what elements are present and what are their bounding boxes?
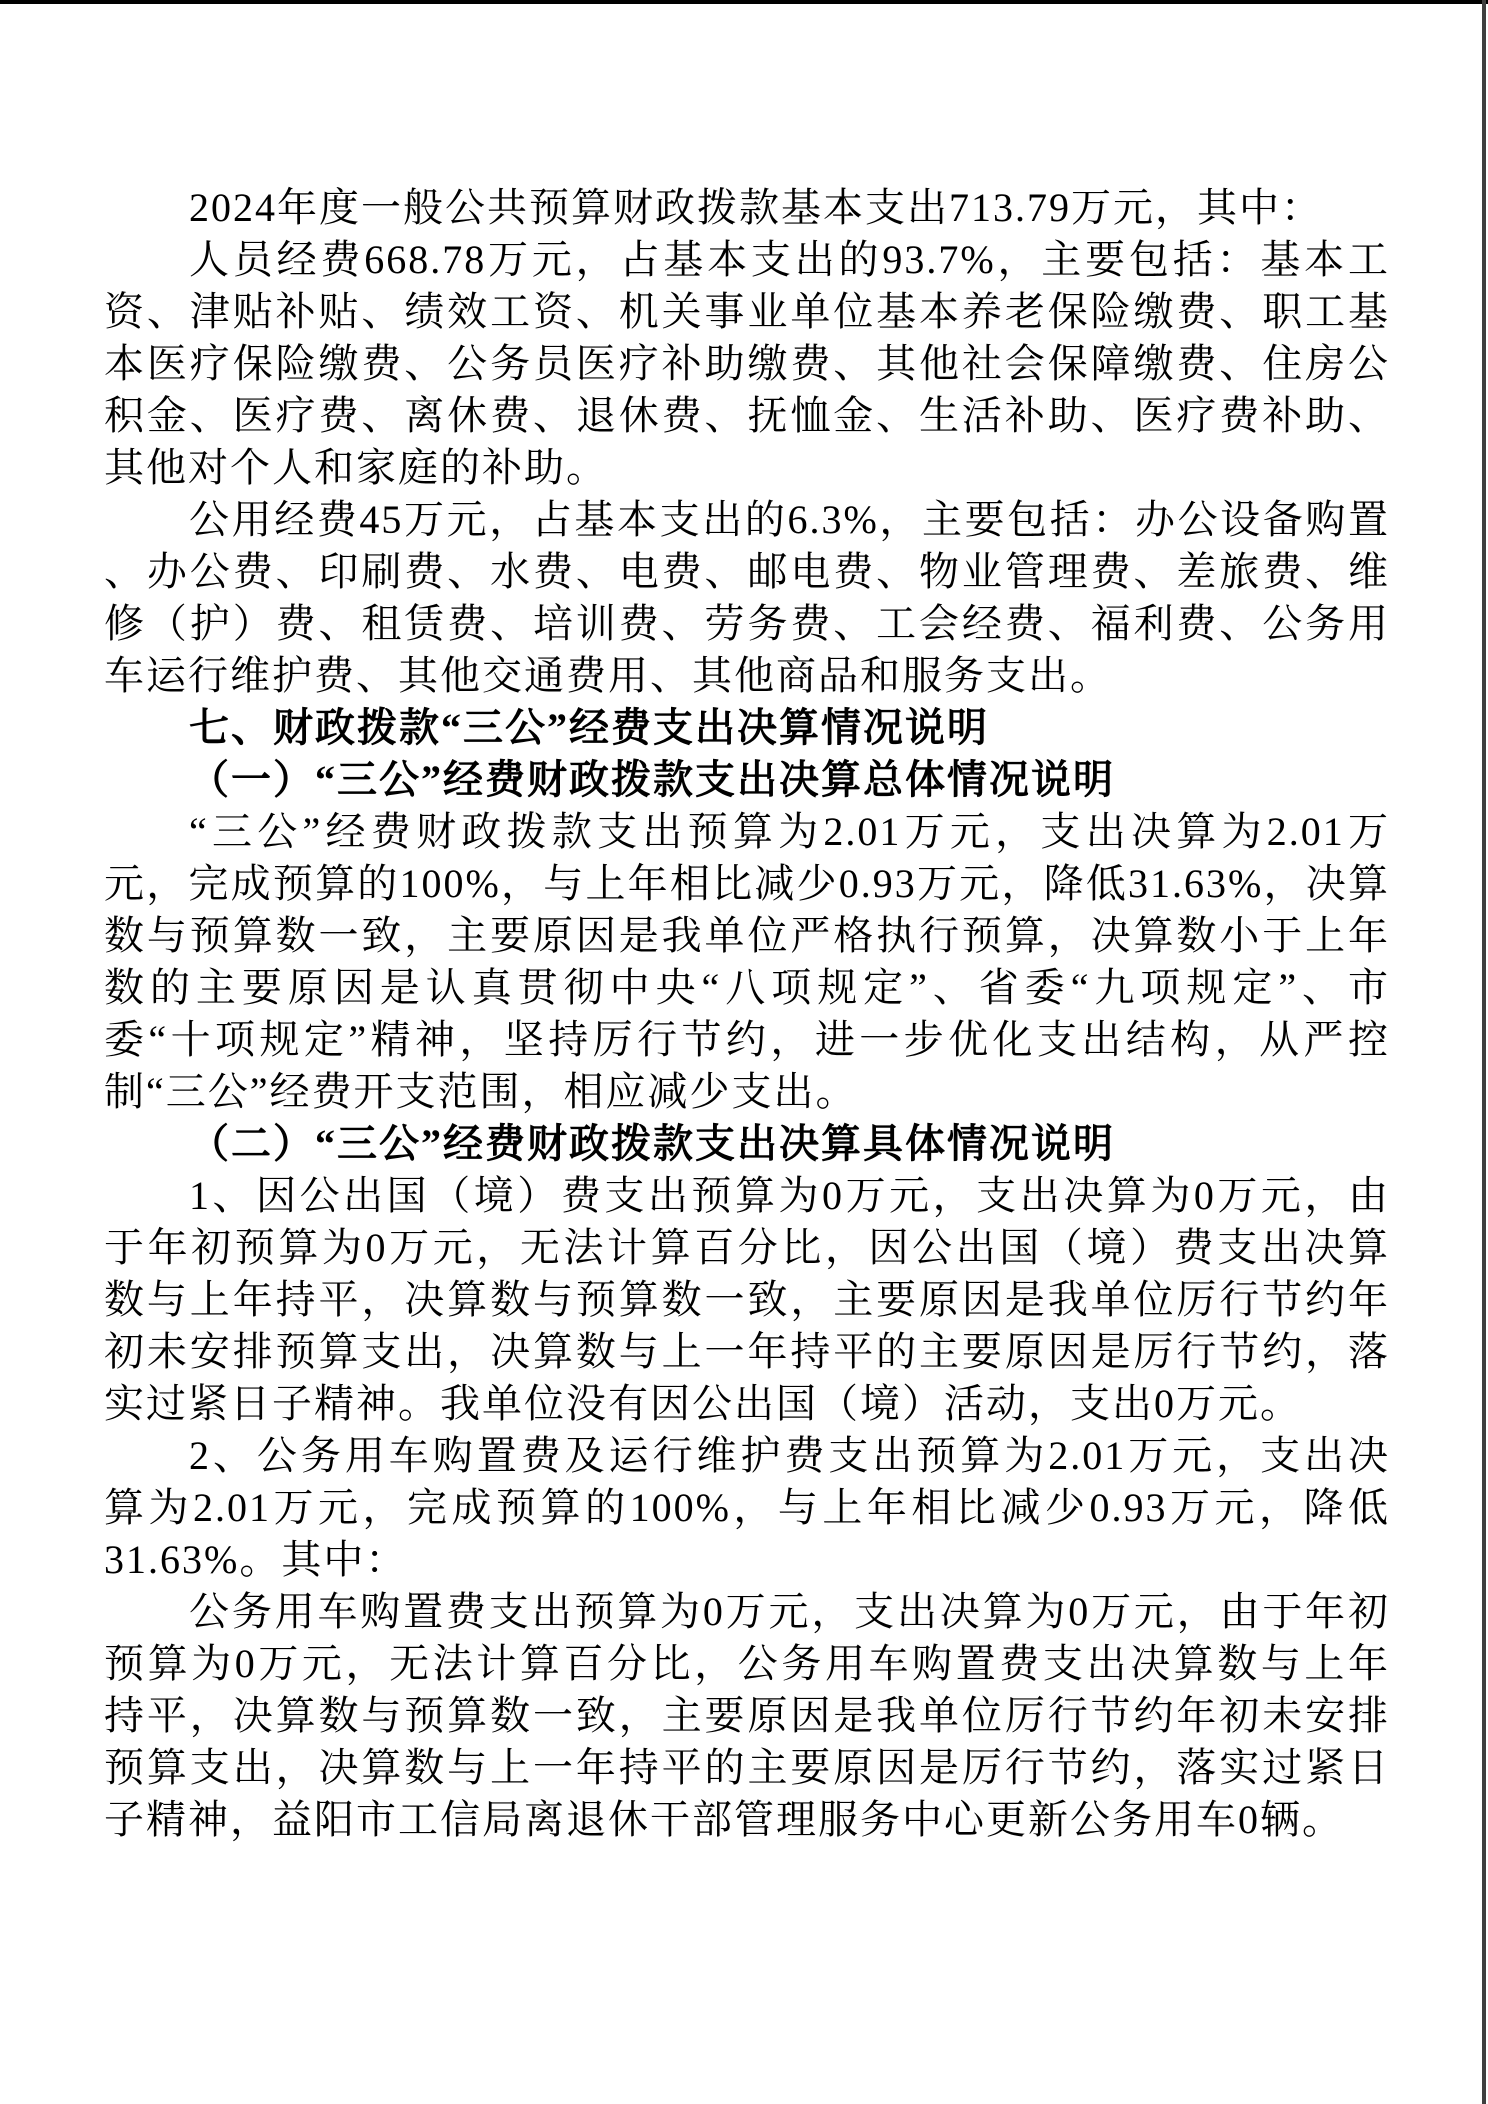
text-line: 公务用车购置费支出预算为0万元，支出决算为0万元，由于年初 — [189, 1589, 1390, 1634]
text-line: 算为2.01万元，完成预算的100%，与上年相比减少0.93万元，降低 — [104, 1485, 1390, 1530]
text-line: 2、公务用车购置费及运行维护费支出预算为2.01万元，支出决 — [189, 1433, 1390, 1478]
paragraph — [104, 806, 1390, 1118]
text-line: 于年初预算为0万元，无法计算百分比，因公出国（境）费支出决算 — [104, 1225, 1390, 1270]
section-heading — [104, 754, 1390, 806]
text-line: “三公”经费财政拨款支出预算为2.01万元，支出决算为2.01万 — [189, 809, 1390, 854]
text-line: 委“十项规定”精神，坚持厉行节约，进一步优化支出结构，从严控 — [104, 1017, 1390, 1062]
text-line: 修（护）费、租赁费、培训费、劳务费、工会经费、福利费、公务用 — [104, 601, 1390, 646]
page-right-edge — [1482, 0, 1486, 2104]
paragraph — [104, 1170, 1390, 1430]
paragraph — [104, 1430, 1390, 1586]
text-line: 数与预算数一致，主要原因是我单位严格执行预算，决算数小于上年 — [104, 913, 1390, 958]
section-heading — [104, 1118, 1390, 1170]
text-line: 1、因公出国（境）费支出预算为0万元，支出决算为0万元，由 — [189, 1173, 1390, 1218]
text-line: 其他对个人和家庭的补助。 — [104, 445, 608, 490]
section-heading — [104, 702, 1390, 754]
text-line: 数的主要原因是认真贯彻中央“八项规定”、省委“九项规定”、市 — [104, 965, 1390, 1010]
text-line: 初未安排预算支出，决算数与上一年持平的主要原因是厉行节约，落 — [104, 1329, 1390, 1374]
text-line: 资、津贴补贴、绩效工资、机关事业单位基本养老保险缴费、职工基 — [104, 289, 1390, 334]
text-line: 31.63%。其中： — [104, 1537, 408, 1582]
text-line: 2024年度一般公共预算财政拨款基本支出713.79万元，其中： — [189, 185, 1323, 230]
text-line: 元，完成预算的100%，与上年相比减少0.93万元，降低31.63%，决算 — [104, 861, 1390, 906]
text-line: 车运行维护费、其他交通费用、其他商品和服务支出。 — [104, 653, 1112, 698]
text-line: （二）“三公”经费财政拨款支出决算具体情况说明 — [189, 1121, 1115, 1166]
text-line: 积金、医疗费、离休费、退休费、抚恤金、生活补助、医疗费补助、 — [104, 393, 1390, 438]
paragraph — [104, 494, 1390, 702]
text-line: 数与上年持平，决算数与预算数一致，主要原因是我单位厉行节约年 — [104, 1277, 1390, 1322]
paragraph — [104, 182, 1390, 234]
text-line: 本医疗保险缴费、公务员医疗补助缴费、其他社会保障缴费、住房公 — [104, 341, 1390, 386]
text-line: 制“三公”经费开支范围，相应减少支出。 — [104, 1069, 858, 1114]
text-line: 预算为0万元，无法计算百分比，公务用车购置费支出决算数与上年 — [104, 1641, 1390, 1686]
text-line: （一）“三公”经费财政拨款支出决算总体情况说明 — [189, 757, 1115, 802]
text-line: 七、财政拨款“三公”经费支出决算情况说明 — [189, 705, 989, 750]
document-body — [104, 182, 1390, 1846]
text-line: 子精神，益阳市工信局离退休干部管理服务中心更新公务用车0辆。 — [104, 1797, 1344, 1842]
text-line: 持平，决算数与预算数一致，主要原因是我单位厉行节约年初未安排 — [104, 1693, 1390, 1738]
paragraph — [104, 1586, 1390, 1846]
paragraph — [104, 234, 1390, 494]
text-line: 公用经费45万元，占基本支出的6.3%，主要包括：办公设备购置 — [189, 497, 1390, 542]
text-line: 实过紧日子精神。我单位没有因公出国（境）活动，支出0万元。 — [104, 1381, 1302, 1426]
text-line: 人员经费668.78万元，占基本支出的93.7%，主要包括：基本工 — [189, 237, 1390, 282]
text-line: 预算支出，决算数与上一年持平的主要原因是厉行节约，落实过紧日 — [104, 1745, 1390, 1790]
text-line: 、办公费、印刷费、水费、电费、邮电费、物业管理费、差旅费、维 — [104, 549, 1390, 594]
page-top-edge — [0, 0, 1488, 4]
